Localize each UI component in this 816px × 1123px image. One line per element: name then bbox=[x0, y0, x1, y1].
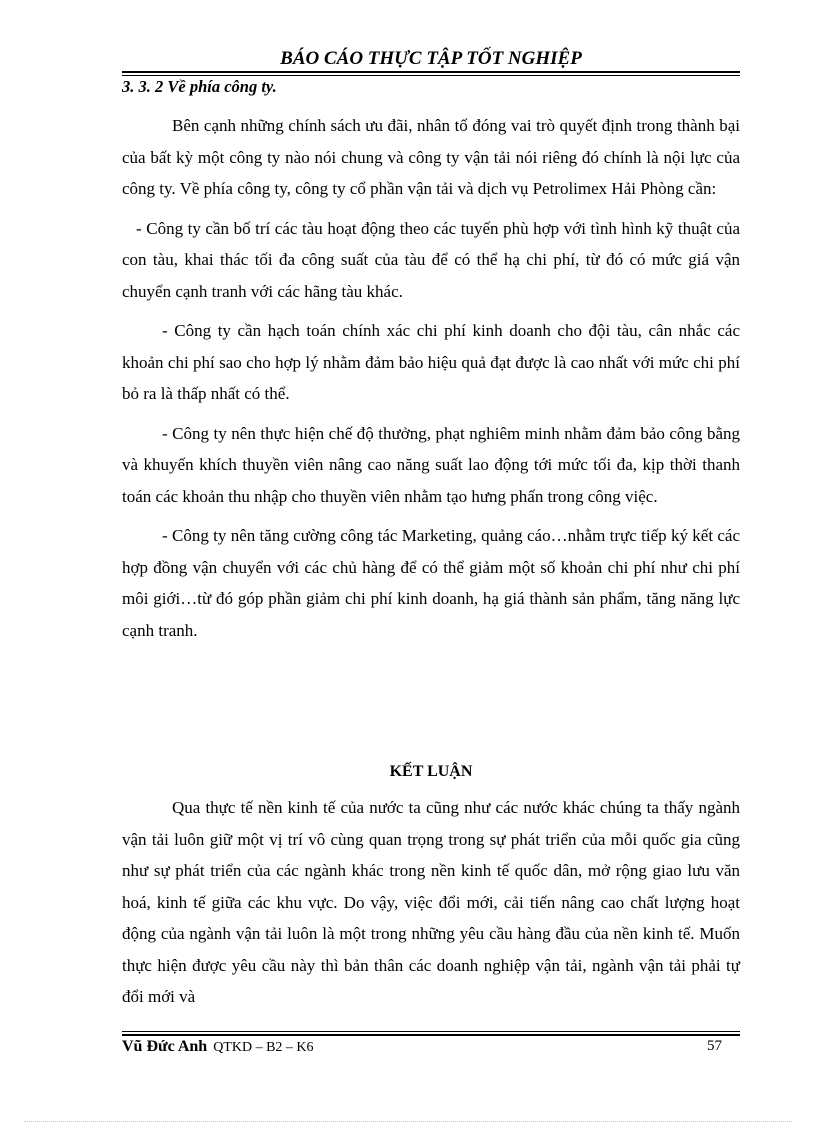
spacer bbox=[122, 410, 740, 418]
conclusion-paragraph: Qua thực tế nền kinh tế của nước ta cũng như các nước khác chúng ta thấy ngành vận tải luôn giữ một vị trí vô cùng quan trọng trong sự phát triển của mỗi quốc gia cũng như sự phát triển của các ngành khác trong nền kinh tế quốc dân, mở rộng giao lưu văn hoá, kinh tế giữa các khu vực. Do vậy, việc đổi mới, cải tiến nâng cao chất lượng hoạt động của ngành vận tải luôn là một trong những yêu cầu hàng đầu của nền kinh tế. Muốn thực hiện được yêu cầu này thì bản thân các doanh nghiệp vận tải, ngành vận tải phải tự đổi mới và bbox=[122, 798, 740, 1006]
spacer bbox=[122, 307, 740, 315]
paragraph-intro: Bên cạnh những chính sách ưu đãi, nhân tố đóng vai trò quyết định trong thành bại của bất kỳ một công ty nào nói chung và công ty vận tải nói riêng đó chính là nội lực của công ty. Về phía công ty, công ty cổ phần vận tải và dịch vụ Petrolimex Hải Phòng cần: bbox=[122, 116, 740, 198]
footer-rule-thin bbox=[122, 1031, 740, 1032]
footer-class-code: QTKD – B2 – K6 bbox=[213, 1040, 314, 1055]
section-heading: 3. 3. 2 Về phía công ty. bbox=[122, 77, 277, 96]
conclusion-heading: KẾT LUẬN bbox=[389, 763, 473, 780]
page-header-title: BÁO CÁO THỰC TẬP TỐT NGHIỆP bbox=[280, 48, 582, 69]
spacer bbox=[122, 205, 740, 213]
paragraph-bullet-4: - Công ty nên tăng cường công tác Marketing, quảng cáo…nhằm trực tiếp ký kết các hợp đồng vận chuyển với các chủ hàng để có thể giảm một số khoản chi phí như chi phí môi giới…từ đó góp phần giảm chi phí kinh doanh, hạ giá thành sản phẩm, tăng năng lực cạnh tranh. bbox=[122, 526, 740, 640]
page-bottom-dotted-line bbox=[24, 1121, 792, 1122]
footer-rule-thick bbox=[122, 1034, 740, 1036]
header-rule-thick bbox=[122, 71, 740, 73]
page-number: 57 bbox=[707, 1038, 722, 1054]
spacer bbox=[122, 512, 740, 520]
paragraph-bullet-3: - Công ty nên thực hiện chế độ thưởng, phạt nghiêm minh nhằm đảm bảo công bằng và khuyến khích thuyền viên nâng cao năng suất lao động tới mức tối đa, kịp thời thanh toán các khoản thu nhập cho thuyền viên nhằm tạo hưng phấn trong công việc. bbox=[122, 423, 740, 506]
page-footer bbox=[122, 1038, 740, 1060]
paragraph-bullet-2: - Công ty cần hạch toán chính xác chi phí kinh doanh cho đội tàu, cân nhắc các khoản chi phí sao cho hợp lý nhằm đảm bảo hiệu quả đạt được là cao nhất với mức chi phí bỏ ra là thấp nhất có thể. bbox=[122, 321, 740, 403]
conclusion-body bbox=[122, 792, 740, 1013]
section-body bbox=[122, 110, 740, 646]
footer-author: Vũ Đức Anh bbox=[122, 1038, 208, 1055]
paragraph-bullet-1: - Công ty cần bố trí các tàu hoạt động theo các tuyến phù hợp với tình hình kỹ thuật của con tàu, khai thác tối đa công suất của tàu để có thể hạ chi phí, từ đó có mức giá vận chuyển cạnh tranh với các hãng tàu khác. bbox=[122, 218, 740, 301]
